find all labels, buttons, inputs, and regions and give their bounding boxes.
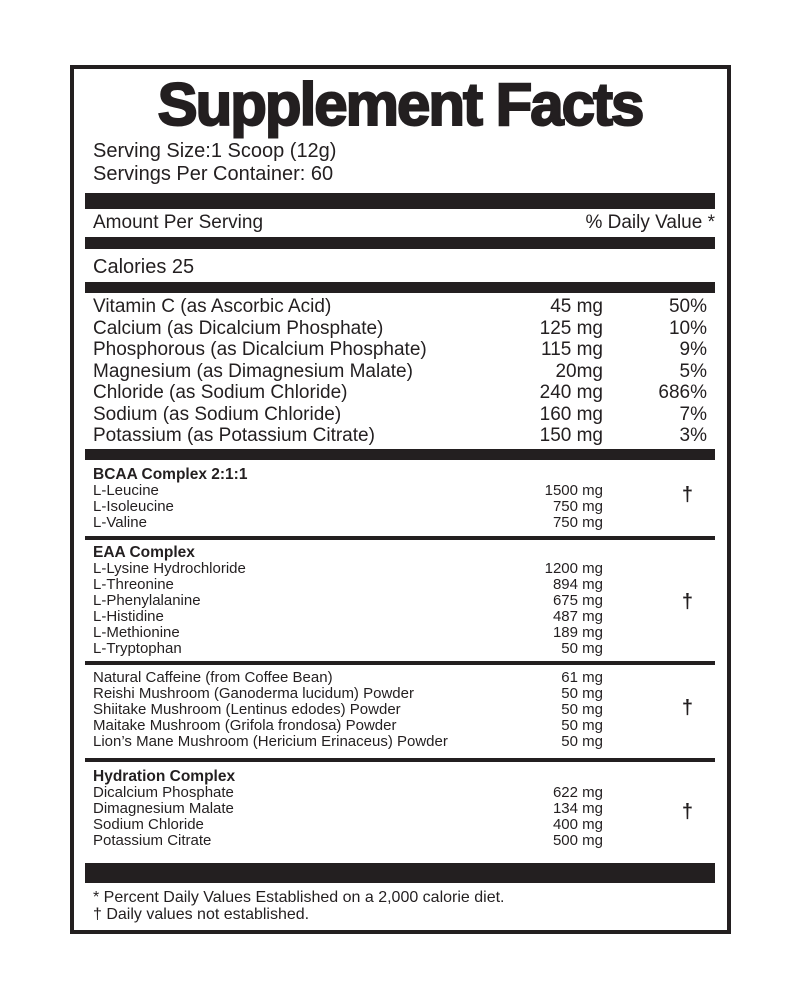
ingredient-amount: 622 mg xyxy=(552,783,603,801)
ingredient-row xyxy=(85,515,715,531)
ingredient-amount: 50 mg xyxy=(561,639,603,657)
ingredient-amount: 500 mg xyxy=(552,831,603,849)
section-header: Hydration Complex xyxy=(93,767,236,785)
ingredient-amount: 750 mg xyxy=(552,497,603,515)
ingredient-row xyxy=(85,785,715,801)
ingredient-name: L-Threonine xyxy=(93,575,174,593)
ingredient-amount: 61 mg xyxy=(561,668,603,686)
nutrient-row xyxy=(85,382,715,404)
ingredient-row xyxy=(85,593,715,609)
nutrient-name: Vitamin C (as Ascorbic Acid) xyxy=(93,296,332,317)
ingredient-row xyxy=(85,625,715,641)
ingredient-name: Shiitake Mushroom (Lentinus edodes) Powder xyxy=(93,700,401,718)
ingredient-amount: 134 mg xyxy=(552,799,603,817)
nutrient-row xyxy=(85,404,715,426)
ingredient-amount: 400 mg xyxy=(552,815,603,833)
nutrient-name: Phosphorous (as Dicalcium Phosphate) xyxy=(93,339,427,360)
ingredient-amount: 50 mg xyxy=(561,684,603,702)
ingredient-amount: 675 mg xyxy=(552,591,603,609)
nutrient-amount: 125 mg xyxy=(539,317,603,339)
calories-row: Calories 25 xyxy=(93,256,195,278)
nutrient-row xyxy=(85,361,715,383)
supplement-facts-label xyxy=(70,65,731,934)
dagger-symbol: † xyxy=(681,483,693,506)
divider-bar-thick xyxy=(85,193,715,209)
ingredient-amount: 189 mg xyxy=(552,623,603,641)
ingredient-amount: 894 mg xyxy=(552,575,603,593)
nutrient-amount: 45 mg xyxy=(550,296,603,317)
dagger-symbol: † xyxy=(681,696,693,719)
section-bcaa-complex xyxy=(85,460,715,536)
divider-bar xyxy=(85,237,715,249)
ingredient-row xyxy=(85,499,715,515)
column-header-row xyxy=(85,209,715,237)
ingredient-name: L-Methionine xyxy=(93,623,180,641)
section-eaa-complex xyxy=(85,540,715,661)
ingredient-name: Potassium Citrate xyxy=(93,831,212,849)
ingredient-name: Natural Caffeine (from Coffee Bean) xyxy=(93,668,333,686)
divider-bar xyxy=(85,282,715,293)
nutrient-dv: 7% xyxy=(679,403,707,425)
nutrient-dv: 10% xyxy=(668,317,707,339)
ingredient-row xyxy=(85,561,715,577)
dagger-symbol: † xyxy=(681,800,693,823)
ingredient-amount: 1200 mg xyxy=(544,559,603,577)
ingredient-name: L-Phenylalanine xyxy=(93,591,201,609)
ingredient-name: L-Lysine Hydrochloride xyxy=(93,559,246,577)
nutrient-amount: 160 mg xyxy=(539,403,603,425)
section-caffeine-mushrooms xyxy=(85,665,715,758)
ingredient-name: Reishi Mushroom (Ganoderma lucidum) Powder xyxy=(93,684,414,702)
ingredient-name: Sodium Chloride xyxy=(93,815,204,833)
nutrient-row xyxy=(85,425,715,447)
ingredient-row xyxy=(85,609,715,625)
nutrient-name: Potassium (as Potassium Citrate) xyxy=(93,425,375,446)
nutrient-dv: 9% xyxy=(679,339,707,360)
amount-per-serving-header: Amount Per Serving xyxy=(93,212,264,233)
ingredient-name: Lion’s Mane Mushroom (Hericium Erinaceus) Powder xyxy=(93,732,448,750)
daily-value-header: % Daily Value * xyxy=(585,212,715,233)
servings-per-container: Servings Per Container: 60 xyxy=(93,163,334,185)
nutrient-amount: 150 mg xyxy=(539,425,603,446)
ingredient-row xyxy=(85,734,715,750)
ingredient-amount: 50 mg xyxy=(561,700,603,718)
nutrient-row xyxy=(85,339,715,361)
ingredient-amount: 1500 mg xyxy=(544,481,603,499)
ingredient-row xyxy=(85,577,715,593)
nutrient-amount: 240 mg xyxy=(539,382,603,403)
nutrient-row xyxy=(85,318,715,340)
section-header: EAA Complex xyxy=(93,543,195,561)
ingredient-name: L-Histidine xyxy=(93,607,164,625)
nutrient-name: Chloride (as Sodium Chloride) xyxy=(93,382,348,403)
nutrient-row xyxy=(85,296,715,318)
ingredient-row xyxy=(85,718,715,734)
dagger-symbol: † xyxy=(681,590,693,613)
footnotes xyxy=(85,883,715,924)
nutrient-name: Magnesium (as Dimagnesium Malate) xyxy=(93,360,413,382)
divider-bar-thick xyxy=(85,863,715,883)
ingredient-amount: 50 mg xyxy=(561,716,603,734)
nutrient-amount: 115 mg xyxy=(541,339,603,360)
nutrient-name: Sodium (as Sodium Chloride) xyxy=(93,403,342,425)
nutrient-name: Calcium (as Dicalcium Phosphate) xyxy=(93,317,384,339)
divider-bar xyxy=(85,449,715,460)
nutrient-dv: 50% xyxy=(668,296,707,317)
ingredient-row xyxy=(85,670,715,686)
nutrient-dv: 5% xyxy=(679,360,707,382)
serving-info xyxy=(85,140,715,186)
ingredient-name: Maitake Mushroom (Grifola frondosa) Powder xyxy=(93,716,397,734)
ingredient-amount: 50 mg xyxy=(561,732,603,750)
section-header: BCAA Complex 2:1:1 xyxy=(93,465,248,483)
section-hydration-complex xyxy=(85,762,715,849)
ingredient-name: L-Leucine xyxy=(93,481,159,499)
serving-size: Serving Size:1 Scoop (12g) xyxy=(93,140,337,162)
ingredient-row xyxy=(85,702,715,718)
ingredient-name: Dimagnesium Malate xyxy=(93,799,234,817)
ingredient-row xyxy=(85,817,715,833)
label-title: Supplement Facts xyxy=(157,71,643,138)
ingredient-row xyxy=(85,483,715,499)
ingredient-name: L-Isoleucine xyxy=(93,497,174,515)
nutrient-dv: 686% xyxy=(658,382,707,403)
nutrient-amount: 20mg xyxy=(555,360,603,382)
ingredient-name: L-Tryptophan xyxy=(93,639,182,657)
ingredient-name: Dicalcium Phosphate xyxy=(93,783,234,801)
footnote-asterisk: * Percent Daily Values Established on a 2,000 calorie diet. xyxy=(93,888,505,906)
ingredient-amount: 487 mg xyxy=(552,607,603,625)
ingredient-row xyxy=(85,833,715,849)
ingredient-row xyxy=(85,801,715,817)
ingredient-amount: 750 mg xyxy=(552,513,603,531)
ingredient-row xyxy=(85,686,715,702)
nutrient-dv: 3% xyxy=(679,425,707,446)
vitamins-table xyxy=(85,293,715,447)
footnote-dagger: † Daily values not established. xyxy=(93,906,310,923)
ingredient-name: L-Valine xyxy=(93,513,147,531)
ingredient-row xyxy=(85,641,715,657)
